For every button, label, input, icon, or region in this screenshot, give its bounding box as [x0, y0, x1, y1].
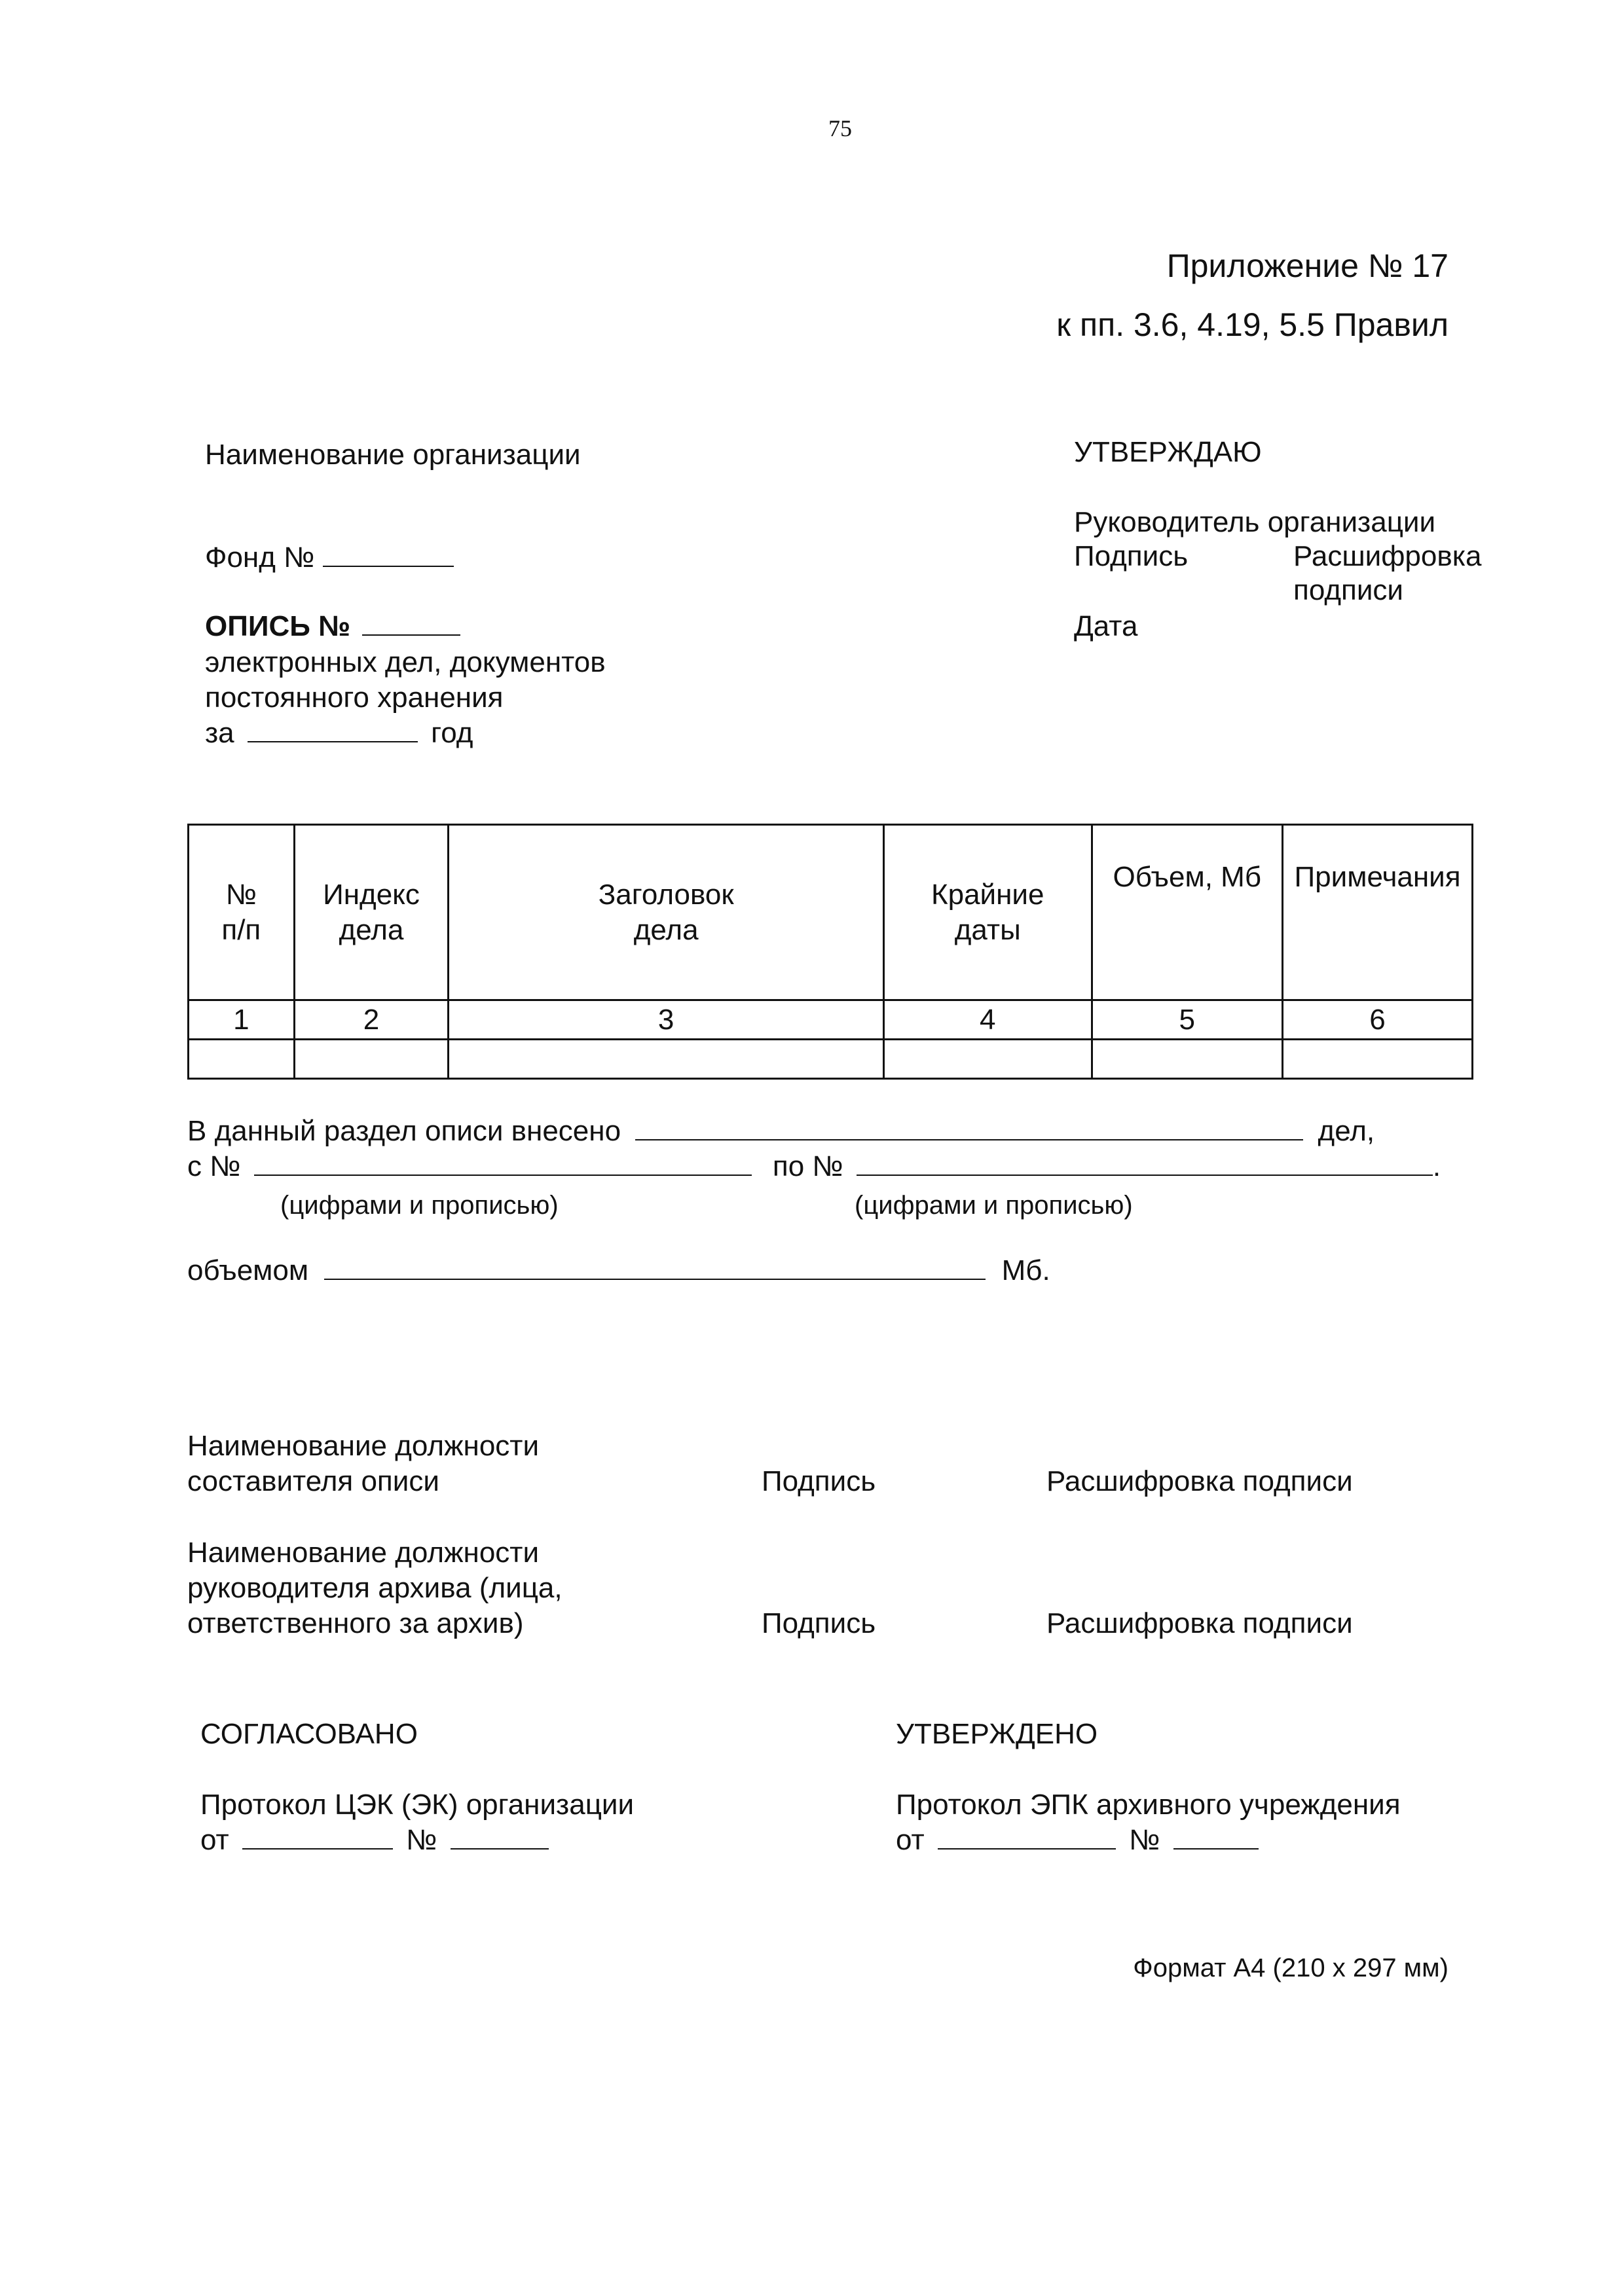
- column-number-cell: 2: [294, 1000, 449, 1040]
- opis-field: [205, 609, 460, 644]
- volume-label: объемом: [187, 1254, 309, 1286]
- year-prefix: за: [205, 717, 234, 749]
- empty-cell: [294, 1040, 449, 1079]
- approved-number-blank: [1173, 1848, 1259, 1850]
- fond-field: [205, 540, 454, 575]
- empty-cell: [1283, 1040, 1473, 1079]
- approved-date-blank: [938, 1848, 1116, 1850]
- empty-cell: [1092, 1040, 1283, 1079]
- agreed-from-label: от: [200, 1824, 229, 1856]
- agreed-number-blank: [451, 1848, 549, 1850]
- column-number-cell: 4: [883, 1000, 1092, 1040]
- archive-head-position-1: Наименование должности: [187, 1537, 540, 1569]
- hint-to: (цифрами и прописью): [855, 1191, 1133, 1220]
- table-row: [189, 1040, 1473, 1079]
- compiler-position-1: Наименование должности: [187, 1430, 540, 1462]
- column-number-cell: 5: [1092, 1000, 1283, 1040]
- approved-number-label: №: [1129, 1824, 1160, 1856]
- column-number-cell: 1: [189, 1000, 295, 1040]
- fond-label: Фонд №: [205, 541, 315, 574]
- approved-protocol: Протокол ЭПК архивного учреждения: [896, 1789, 1401, 1821]
- entered-line: [187, 1114, 1375, 1149]
- year-suffix: год: [431, 717, 473, 749]
- approve-signature: Подпись: [1074, 540, 1189, 572]
- compiler-decode: Расшифровка подписи: [1046, 1465, 1353, 1497]
- fond-blank-line: [323, 565, 454, 567]
- hint-from: (цифрами и прописью): [280, 1191, 559, 1220]
- entered-suffix: дел,: [1318, 1115, 1375, 1147]
- archive-head-position-2: руководителя архива (лица,: [187, 1572, 563, 1604]
- appendix-reference: к пп. 3.6, 4.19, 5.5 Правил: [1056, 306, 1449, 343]
- year-blank-line: [248, 740, 418, 742]
- table-row: [189, 1000, 1473, 1040]
- empty-cell: [883, 1040, 1092, 1079]
- approve-decode-2: подписи: [1293, 574, 1403, 606]
- approved-title: УТВЕРЖДЕНО: [896, 1718, 1098, 1750]
- approve-decode-1: Расшифровка: [1293, 540, 1482, 572]
- entered-blank-line: [635, 1139, 1303, 1140]
- archive-head-position-3: ответственного за архив): [187, 1607, 524, 1639]
- agreed-protocol: Протокол ЦЭК (ЭК) организации: [200, 1789, 635, 1821]
- table-header-row: [189, 825, 1473, 1000]
- agreed-number-label: №: [406, 1824, 437, 1856]
- approve-title: УТВЕРЖДАЮ: [1074, 436, 1262, 468]
- volume-line: [187, 1253, 1050, 1288]
- agreed-date-blank: [242, 1848, 393, 1850]
- compiler-position-2: составителя описи: [187, 1465, 439, 1497]
- approved-from-label: от: [896, 1824, 925, 1856]
- to-label: по №: [772, 1150, 843, 1182]
- header-cell-volume: Объем, Мб: [1092, 825, 1283, 1000]
- approve-date: Дата: [1074, 610, 1138, 642]
- column-number-cell: 3: [449, 1000, 884, 1040]
- org-name-label: Наименование организации: [205, 439, 581, 471]
- header-cell-index: Индекс дела: [294, 825, 449, 1000]
- agreed-date-number: [200, 1823, 549, 1858]
- approved-date-number: [896, 1823, 1259, 1858]
- empty-cell: [449, 1040, 884, 1079]
- appendix-title: Приложение № 17: [1166, 247, 1449, 284]
- header-cell-dates: Крайние даты: [883, 825, 1092, 1000]
- inventory-table: [187, 824, 1473, 1080]
- agreed-title: СОГЛАСОВАНО: [200, 1718, 418, 1750]
- header-cell-notes: Примечания: [1283, 825, 1473, 1000]
- approve-head: Руководитель организации: [1074, 506, 1436, 538]
- archive-head-decode: Расшифровка подписи: [1046, 1607, 1353, 1639]
- from-label: с №: [187, 1150, 241, 1182]
- format-note: Формат А4 (210 х 297 мм): [1133, 1954, 1449, 1982]
- opis-label: ОПИСЬ №: [205, 610, 351, 642]
- opis-year-field: [205, 716, 473, 751]
- column-number-cell: 6: [1283, 1000, 1473, 1040]
- volume-unit: Мб.: [1001, 1254, 1050, 1286]
- volume-blank-line: [324, 1278, 986, 1280]
- to-blank-line: [857, 1174, 1433, 1176]
- entered-prefix: В данный раздел описи внесено: [187, 1115, 621, 1147]
- opis-description-2: постоянного хранения: [205, 682, 504, 714]
- opis-description-1: электронных дел, документов: [205, 646, 606, 678]
- range-line: с № по № .: [187, 1150, 1441, 1182]
- from-blank-line: [254, 1174, 752, 1176]
- empty-cell: [189, 1040, 295, 1079]
- header-cell-number: № п/п: [189, 825, 295, 1000]
- opis-blank-line: [362, 634, 460, 636]
- archive-head-signature: Подпись: [762, 1607, 876, 1639]
- compiler-signature: Подпись: [762, 1465, 876, 1497]
- header-cell-title: Заголовок дела: [449, 825, 884, 1000]
- page-number: 75: [828, 115, 852, 141]
